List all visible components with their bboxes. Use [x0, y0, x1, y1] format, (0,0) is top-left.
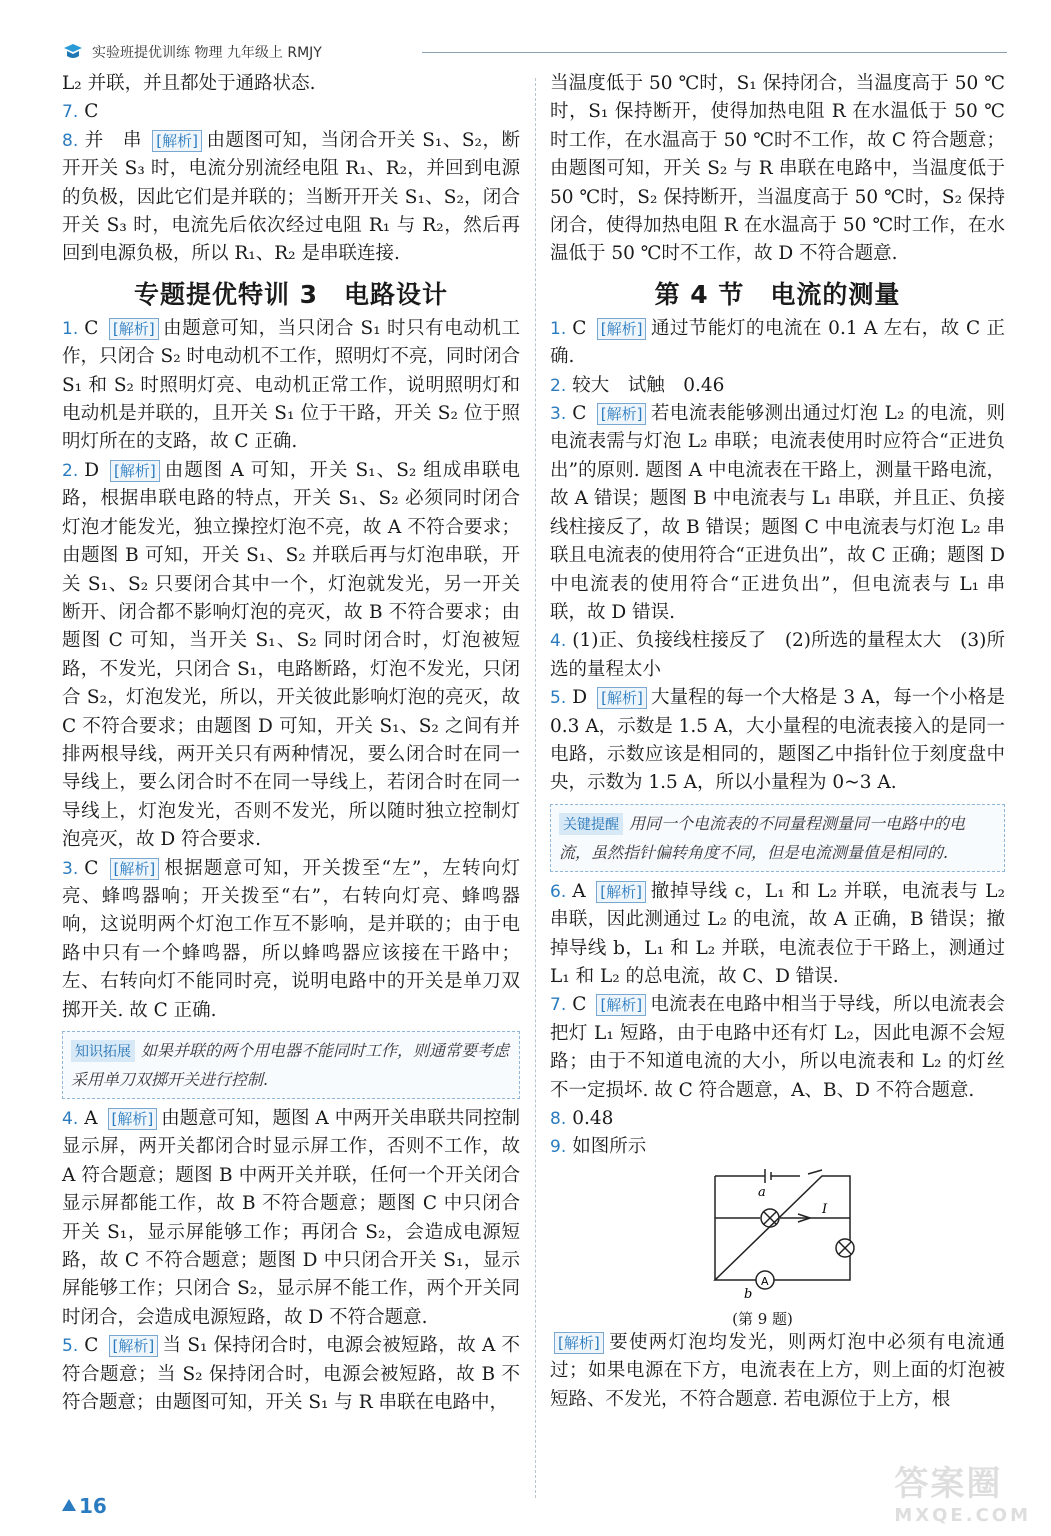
analysis-tag: [解析] [110, 858, 160, 880]
analysis-tag: [解析] [110, 460, 160, 482]
analysis-tag: [解析] [597, 403, 647, 425]
page-header [62, 40, 1007, 66]
right-column [550, 70, 1005, 1414]
page-number: 16 [62, 1494, 107, 1518]
section-title: 第 4 节 电流的测量 [654, 279, 901, 309]
label-b: b [744, 1286, 753, 1298]
analysis-tag: [解析] [596, 994, 646, 1016]
answer-7: 7. C [62, 101, 99, 123]
watermark: 答案圈 MXQE.COM [894, 1464, 1031, 1526]
answer-s3: 3. C [解析] 根据题意可知，开关拨至“左”，左转向灯亮、蜂鸣器响；开关拨至“右”，右转向灯亮、蜂鸣器响，这说明两个灯泡工作互不影响，是并联的；由于电路中只有一个蜂鸣器，所以蜂鸣器应该接在干路中；左、右转向灯不能同时亮，说明电路中的开关是单刀双掷开关. 故 C 正确. [62, 857, 520, 1021]
knowledge-extension-box [62, 1031, 520, 1099]
answer-r9-analysis: [解析] 要使两灯泡均发光，则两灯泡中必须有电流通过；如果电源在下方，电流表在上方，则上面的灯泡被短路、不发光，不符合题意. 若电源位于上方，根 [550, 1331, 1005, 1410]
analysis-tag: [解析] [597, 318, 647, 340]
analysis-tag: [解析] [152, 130, 202, 152]
answer-s2: 2. D [解析] 由题图 A 可知，开关 S₁、S₂ 组成串联电路，根据串联电路的特点，开关 S₁、S₂ 必须同时闭合灯泡才能发光，独立操控灯泡不亮，故 A 不符合要求；由题图 B 可知，开关 S₁、S₂ 并联后再与灯泡串联，开关 S₁、S₂ 只要闭合其中一个，灯泡就发光，另一开关断开、闭合都不影响灯泡的亮灭，故 B 不符合要求；由题图 C 可知，当开关 S₁、S₂ 同时闭合时，灯泡被短路，不发光，只闭合 S₁，电路断路，灯泡不发光，只闭合 S₂，灯泡发光，所以，开关彼此影响灯泡的亮灭，故 C 不符合要求；由题图 D 可知，开关 S₁、S₂ 之间有并排两根导线，两开关只有两种情况，要么闭合时在同一导线上，要么闭合时不在同一导线上，若闭合时在同一导线上，灯泡发光，否则不发光，所以随时独立控制灯泡亮灭，故 D 符合要求. [62, 459, 520, 851]
answer-s4: 4. A [解析] 由题意可知，题图 A 中两开关串联共同控制显示屏，两开关都闭合时显示屏工作，否则不工作，故 A 符合题意；题图 B 中两开关并联，任何一个开关闭合显示屏都能工作，故 B 不符合题意；题图 C 中只闭合开关 S₁，显示屏能够工作；再闭合 S₂，会造成电源短路，故 C 不符合题意；题图 D 中只闭合开关 S₁，显示屏能够工作；只闭合 S₂，显示屏不能工作，两个开关同时闭合，会造成电源短路，故 D 不符合题意. [62, 1108, 520, 1328]
answer-r6: 6. A [解析] 撤掉导线 c，L₁ 和 L₂ 并联，电流表与 L₂ 串联，因此测通过 L₂ 的电流，故 A 正确，B 错误；撤掉导线 b，L₁ 和 L₂ 并联，电流表位于干路上，测通过 L₁ 和 L₂ 的总电流，故 C、D 错误. [550, 880, 1005, 987]
continued-text: 当温度低于 50 ℃时，S₁ 保持闭合，当温度高于 50 ℃时，S₁ 保持断开，使得加热电阻 R 在水温低于 50 ℃时工作，在水温高于 50 ℃时不工作，故 C 符合题意；由题图可知，开关 S₂ 与 R 串联在电路中，当温度低于 50 ℃时，S₂ 保持断开，当温度高于 50 ℃时，S₂ 保持闭合，使得加热电阻 R 在水温高于 50 ℃时工作，在水温低于 50 ℃时不工作，故 D 不符合题意. [550, 73, 1005, 265]
answer-r9: 9. 如图所示 [550, 1136, 647, 1158]
left-column [62, 70, 520, 1417]
label-a: a [758, 1184, 766, 1200]
box-label: 关键提醒 [559, 813, 623, 835]
answer-8: 8. 并 串 [解析] 由题图可知，当闭合开关 S₁、S₂，断开开关 S₃ 时，电流分别流经电阻 R₁、R₂，并回到电源的负极，因此它们是并联的；当断开开关 S₁、S₂，闭合开关 S₃ 时，电流先后依次经过电阻 R₁ 与 R₂，然后再回到电源负极，所以 R₁、R₂ 是串联连接. [62, 129, 521, 265]
analysis-tag: [解析] [109, 1335, 159, 1357]
arrow-up-icon [62, 1499, 76, 1511]
circuit-svg [710, 1168, 880, 1298]
analysis-tag: [解析] [108, 1108, 158, 1130]
label-current: I [822, 1201, 828, 1217]
answer-r8: 8. 0.48 [550, 1108, 614, 1129]
answer-r4: 4. (1)正、负接线柱接反了 (2)所选的量程太大 (3)所选的量程太小 [550, 630, 1005, 680]
answer-s1: 1. C [解析] 由题意可知，当只闭合 S₁ 时只有电动机工作，只闭合 S₂ 时电动机不工作，照明灯不亮，同时闭合 S₁ 和 S₂ 时照明灯亮、电动机正常工作，说明照明灯和电动机是并联的，且开关 S₁ 位于干路，开关 S₂ 位于照明灯所在的支路，故 C 正确. [62, 317, 520, 453]
analysis-tag: [解析] [597, 687, 647, 709]
answer-s5: 5. C [解析] 当 S₁ 保持闭合时，电源会被短路，故 A 不符合题意；当 S₂ 保持闭合时，电源会被短路，故 B 不符合题意；由题图可知，开关 S₁ 与 R 串联在电路中， [62, 1335, 520, 1414]
box-label: 知识拓展 [71, 1040, 135, 1062]
answer-r7: 7. C [解析] 电流表在电路中相当于导线，所以电流表会把灯 L₁ 短路，由于电路中还有灯 L₂，因此电源不会短路；由于不知道电流的大小，所以电流表和 L₂ 的灯丝不一定损坏. 故 C 符合题意，A、B、D 不符合题意. [550, 994, 1005, 1101]
answer-r3: 3. C [解析] 若电流表能够测出通过灯泡 L₂ 的电流，则电流表需与灯泡 L₂ 串联；电流表使用时应符合“正进负出”的原则. 题图 A 中电流表在干路上，测量干路电流，故 A 错误；题图 B 中电流表与 L₁ 串联，并且正、负接线柱接反了，故 B 错误；题图 C 中电流表与灯泡 L₂ 串联且电流表的使用符合“正进负出”，故 C 正确；题图 D 中电流表的使用符合“正进负出”，但电流表与 L₁ 串联，故 D 错误. [550, 403, 1005, 623]
column-divider [535, 78, 536, 1498]
answer-r5: 5. D [解析] 大量程的每一个大格是 3 A，每一个小格是 0.3 A，示数是 1.5 A，大小量程的电流表接入的是同一电路，示数应该是相同的，题图乙中指针位于刻度盘中央，示数为 1.5 A，所以小量程为 0~3 A. [550, 687, 1005, 794]
section-title: 专题提优特训 3 电路设计 [133, 279, 449, 309]
intro-text: L₂ 并联，并且都处于通路状态. [62, 73, 316, 94]
figure-caption: (第 9 题) [732, 1309, 793, 1328]
analysis-tag: [解析] [596, 881, 646, 903]
box-text: 用同一个电流表的不同量程测量同一电路中的电流，虽然指针偏转角度不同，但是电流测量值是相同的. [559, 813, 966, 862]
header-title: 实验班提优训练 物理 九年级上 RMJY [92, 45, 322, 61]
header-rule [422, 52, 1007, 53]
key-reminder-box [550, 804, 1005, 872]
analysis-tag: [解析] [109, 318, 159, 340]
answer-r2: 2. 较大 试触 0.46 [550, 374, 725, 396]
box-text: 如果并联的两个用电器不能同时工作，则通常要考虑采用单刀双掷开关进行控制. [71, 1041, 510, 1089]
ammeter-symbol: A [761, 1274, 769, 1288]
answer-r1: 1. C [解析] 通过节能灯的电流在 0.1 A 左右，故 C 正确. [550, 317, 1005, 368]
book-logo-icon [62, 42, 84, 62]
analysis-tag: [解析] [554, 1332, 604, 1354]
circuit-diagram [710, 1168, 880, 1308]
